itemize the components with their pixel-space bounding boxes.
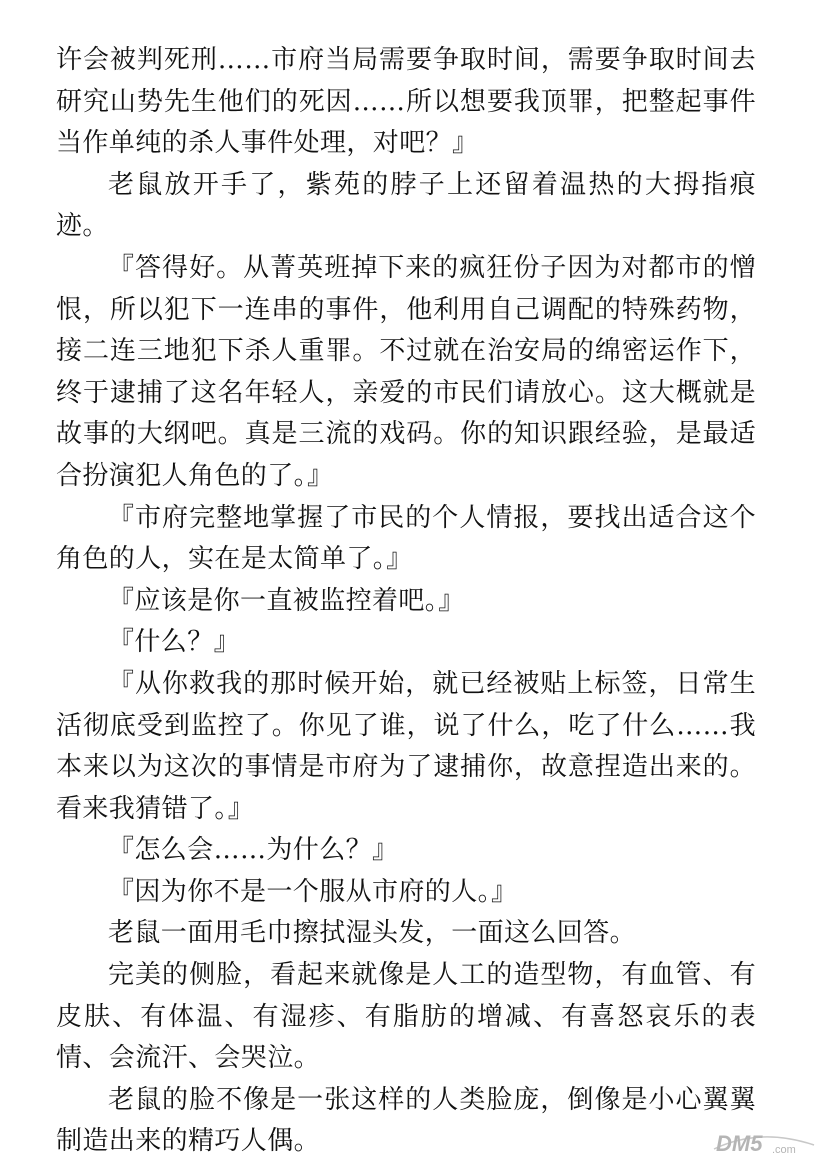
watermark-text: DM5 (716, 1131, 763, 1156)
watermark-suffix: .com (772, 1144, 796, 1156)
paragraph-12: 老鼠的脸不像是一张这样的人类脸庞，倒像是小心翼翼制造出来的精巧人偶。 (56, 1084, 756, 1157)
paragraph-9: 『因为你不是一个服从市府的人。』 (108, 876, 518, 907)
paragraph-3: 『答得好。从菁英班掉下来的疯狂份子因为对都市的憎恨，所以犯下一连串的事件，他利用自己调配的特殊药物，接二连三地犯下杀人重罪。不过就在治安局的绵密运作下，终于逮捕了这名年轻人，亲爱的市民们请放心。这大概就是故事的大纲吧。真是三流的戏码。你的知识跟经验，是最适合扮演犯人角色的了。』 (56, 252, 756, 491)
paragraph-11: 完美的侧脸，看起来就像是人工的造型物，有血管、有皮肤、有体温、有湿疹、有脂肪的增减、有喜怒哀乐的表情、会流汗、会哭泣。 (56, 960, 756, 1074)
paragraph-2: 老鼠放开手了，紫苑的脖子上还留着温热的大拇指痕迹。 (56, 169, 756, 242)
document-page (56, 40, 756, 1163)
paragraph-1: 许会被判死刑……市府当局需要争取时间，需要争取时间去研究山势先生他们的死因……所以想要我顶罪，把整起事件当作单纯的杀人事件处理，对吧？』 (56, 45, 756, 159)
paragraph-4: 『市府完整地掌握了市民的个人情报，要找出适合这个角色的人，实在是太简单了。』 (56, 502, 756, 575)
paragraph-6: 『什么？』 (108, 627, 241, 658)
paragraph-8: 『怎么会……为什么？』 (108, 835, 399, 866)
paragraph-5: 『应该是你一直被监控着吧。』 (108, 585, 465, 616)
paragraph-7: 『从你救我的那时候开始，就已经被贴上标签，日常生活彻底受到监控了。你见了谁，说了什么，吃了什么……我本来以为这次的事情是市府为了逮捕你，故意捏造出来的。看来我猜错了。』 (56, 668, 756, 824)
watermark-logo (710, 1121, 818, 1161)
paragraph-10: 老鼠一面用毛巾擦拭湿头发，一面这么回答。 (108, 918, 637, 949)
